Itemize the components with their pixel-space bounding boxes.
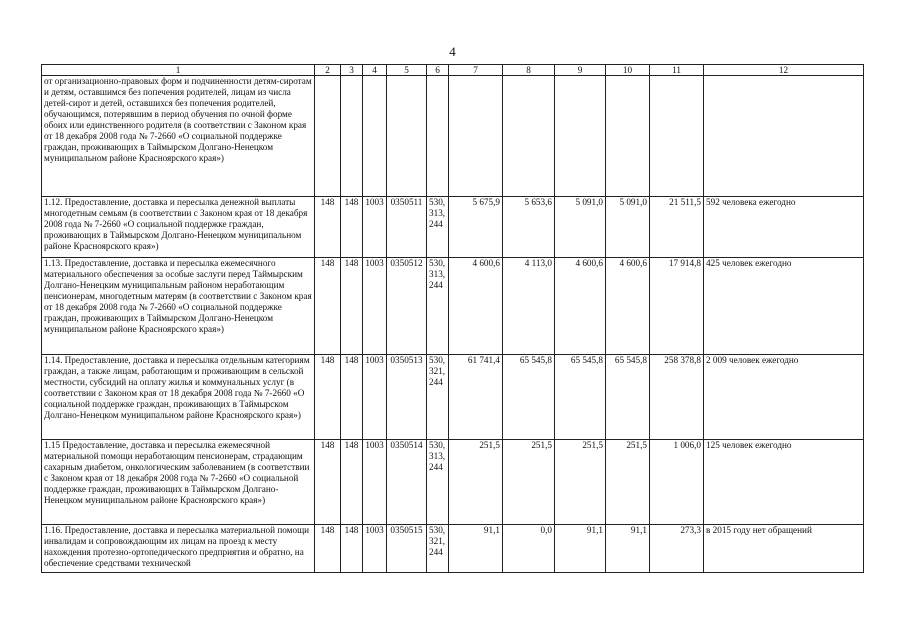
column-header: 8 <box>503 65 555 76</box>
recipient-code: 148 <box>341 258 363 355</box>
measure-description: 1.15 Предоставление, доставка и пересылка ежемесячной материальной помощи неработающим пенсионерам, страдающим сахарным диабетом, онкологическим заболеванием (в соответствии с Законом края от 18 декабря 2008 года № 7-2660 «О социальной поддержке граждан, проживающих в Таймырском Долгано-Ненецком муниципальном районе Красноярского края») <box>42 440 315 525</box>
column-header: 10 <box>606 65 650 76</box>
expense-code: 321, <box>429 536 446 546</box>
expected-result: 125 человек ежегодно <box>704 440 864 525</box>
section-code: 1003 <box>363 258 387 355</box>
table-row <box>42 258 864 355</box>
measure-description: 1.16. Предоставление, доставка и пересылка материальной помощи инвалидам и сопровождающим их лицам на проезд к месту нахождения протезно-ортопедического предприятия и обратно, на обеспечение средствами технической <box>42 525 315 573</box>
measure-description: 1.14. Предоставление, доставка и пересылка отдельным категориям граждан, а также лицам, работающим и проживающим в сельской местности, субсидий на оплату жилья и коммунальных услуг (в соответствии с Законом края от 18 декабря 2008 года № 7-2660 «О социальной поддержке граждан, проживающих в Таймырском Долгано-Ненецком муниципальном районе Красноярского края») <box>42 355 315 440</box>
header-row <box>42 65 864 76</box>
expense-code: 313, <box>429 208 446 218</box>
year-value <box>555 76 606 197</box>
expense-type <box>427 440 449 525</box>
expected-result <box>704 76 864 197</box>
recipient-code: 148 <box>341 355 363 440</box>
section-code: 1003 <box>363 197 387 258</box>
column-header: 5 <box>387 65 427 76</box>
section-code: 1003 <box>363 355 387 440</box>
recipient-code: 148 <box>341 197 363 258</box>
expense-type <box>427 258 449 355</box>
year-value: 4 600,6 <box>606 258 650 355</box>
column-header: 7 <box>449 65 503 76</box>
recipient-code: 148 <box>341 440 363 525</box>
total-value: 1 006,0 <box>650 440 704 525</box>
expected-result: 592 человека ежегодно <box>704 197 864 258</box>
year-value: 5 091,0 <box>555 197 606 258</box>
expense-code: 530, <box>429 355 446 365</box>
recipient-code: 148 <box>341 525 363 573</box>
year-value: 91,1 <box>555 525 606 573</box>
year-value: 4 113,0 <box>503 258 555 355</box>
target-article <box>387 76 427 197</box>
expense-code: 244 <box>429 462 443 472</box>
admin-code: 148 <box>315 355 341 440</box>
section-code <box>363 76 387 197</box>
expense-type <box>427 197 449 258</box>
year-value: 4 600,6 <box>449 258 503 355</box>
column-header: 6 <box>427 65 449 76</box>
measure-description: 1.12. Предоставление, доставка и пересылка денежной выплаты многодетным семьям (в соответствии с Законом края от 18 декабря 2008 года № 7-2660 «О социальной поддержке граждан, проживающих в Таймырском Долгано-Ненецком муниципальном районе Красноярского края») <box>42 197 315 258</box>
expense-code: 313, <box>429 269 446 279</box>
year-value: 0,0 <box>503 525 555 573</box>
column-header: 2 <box>315 65 341 76</box>
column-header: 12 <box>704 65 864 76</box>
budget-table <box>41 64 864 573</box>
measure-description: 1.13. Предоставление, доставка и пересылка ежемесячного материального обеспечения за особые заслуги перед Таймырским Долгано-Ненецким муниципальным районом неработающим пенсионерам, многодетным матерям (в соответствии с Законом края от 18 декабря 2008 года № 7-2660 «О социальной поддержке граждан, проживающих в Таймырском Долгано-Ненецком муниципальном районе Красноярского края») <box>42 258 315 355</box>
year-value <box>503 76 555 197</box>
expense-code: 530, <box>429 440 446 450</box>
expense-code: 313, <box>429 451 446 461</box>
year-value: 5 091,0 <box>606 197 650 258</box>
year-value: 251,5 <box>606 440 650 525</box>
page-number: 4 <box>449 44 456 59</box>
expense-code: 244 <box>429 219 443 229</box>
target-article: 0350513 <box>387 355 427 440</box>
expense-code: 244 <box>429 377 443 387</box>
expected-result: 425 человек ежегодно <box>704 258 864 355</box>
expected-result: 2 009 человек ежегодно <box>704 355 864 440</box>
year-value <box>449 76 503 197</box>
target-article: 0350512 <box>387 258 427 355</box>
admin-code: 148 <box>315 258 341 355</box>
year-value: 5 675,9 <box>449 197 503 258</box>
year-value: 91,1 <box>449 525 503 573</box>
expense-code: 321, <box>429 366 446 376</box>
target-article: 0350514 <box>387 440 427 525</box>
year-value: 65 545,8 <box>606 355 650 440</box>
section-code: 1003 <box>363 440 387 525</box>
expected-result: в 2015 году нет обращений <box>704 525 864 573</box>
column-header: 9 <box>555 65 606 76</box>
table-row <box>42 76 864 197</box>
admin-code <box>315 76 341 197</box>
expense-code: 244 <box>429 547 443 557</box>
total-value: 258 378,8 <box>650 355 704 440</box>
year-value: 251,5 <box>555 440 606 525</box>
table-row <box>42 355 864 440</box>
total-value <box>650 76 704 197</box>
section-code: 1003 <box>363 525 387 573</box>
expense-type <box>427 525 449 573</box>
target-article: 0350515 <box>387 525 427 573</box>
total-value: 17 914,8 <box>650 258 704 355</box>
table-row <box>42 197 864 258</box>
year-value: 5 653,6 <box>503 197 555 258</box>
admin-code: 148 <box>315 197 341 258</box>
year-value <box>606 76 650 197</box>
year-value: 251,5 <box>449 440 503 525</box>
column-header: 11 <box>650 65 704 76</box>
admin-code: 148 <box>315 440 341 525</box>
column-header: 3 <box>341 65 363 76</box>
year-value: 65 545,8 <box>555 355 606 440</box>
target-article: 0350511 <box>387 197 427 258</box>
admin-code: 148 <box>315 525 341 573</box>
total-value: 273,3 <box>650 525 704 573</box>
expense-code: 530, <box>429 258 446 268</box>
year-value: 65 545,8 <box>503 355 555 440</box>
year-value: 61 741,4 <box>449 355 503 440</box>
expense-code: 244 <box>429 280 443 290</box>
table-row <box>42 525 864 573</box>
expense-code: 530, <box>429 525 446 535</box>
measure-description: от организационно-правовых форм и подчиненности детям-сиротам и детям, оставшимся без попечения родителей, лицам из числа детей-сирот и детей, оставшихся без попечения родителей, обучающимся, потерявшим в период обучения по очной форме обоих или единственного родителя (в соответствии с Законом края от 18 декабря 2008 года № 7-2660 «О социальной поддержке граждан, проживающих в Таймырском Долгано-Ненецком муниципальном районе Красноярского края») <box>42 76 315 197</box>
recipient-code <box>341 76 363 197</box>
year-value: 91,1 <box>606 525 650 573</box>
year-value: 251,5 <box>503 440 555 525</box>
column-header: 4 <box>363 65 387 76</box>
expense-type <box>427 76 449 197</box>
column-header: 1 <box>42 65 315 76</box>
year-value: 4 600,6 <box>555 258 606 355</box>
expense-code: 530, <box>429 197 446 207</box>
table-row <box>42 440 864 525</box>
expense-type <box>427 355 449 440</box>
total-value: 21 511,5 <box>650 197 704 258</box>
